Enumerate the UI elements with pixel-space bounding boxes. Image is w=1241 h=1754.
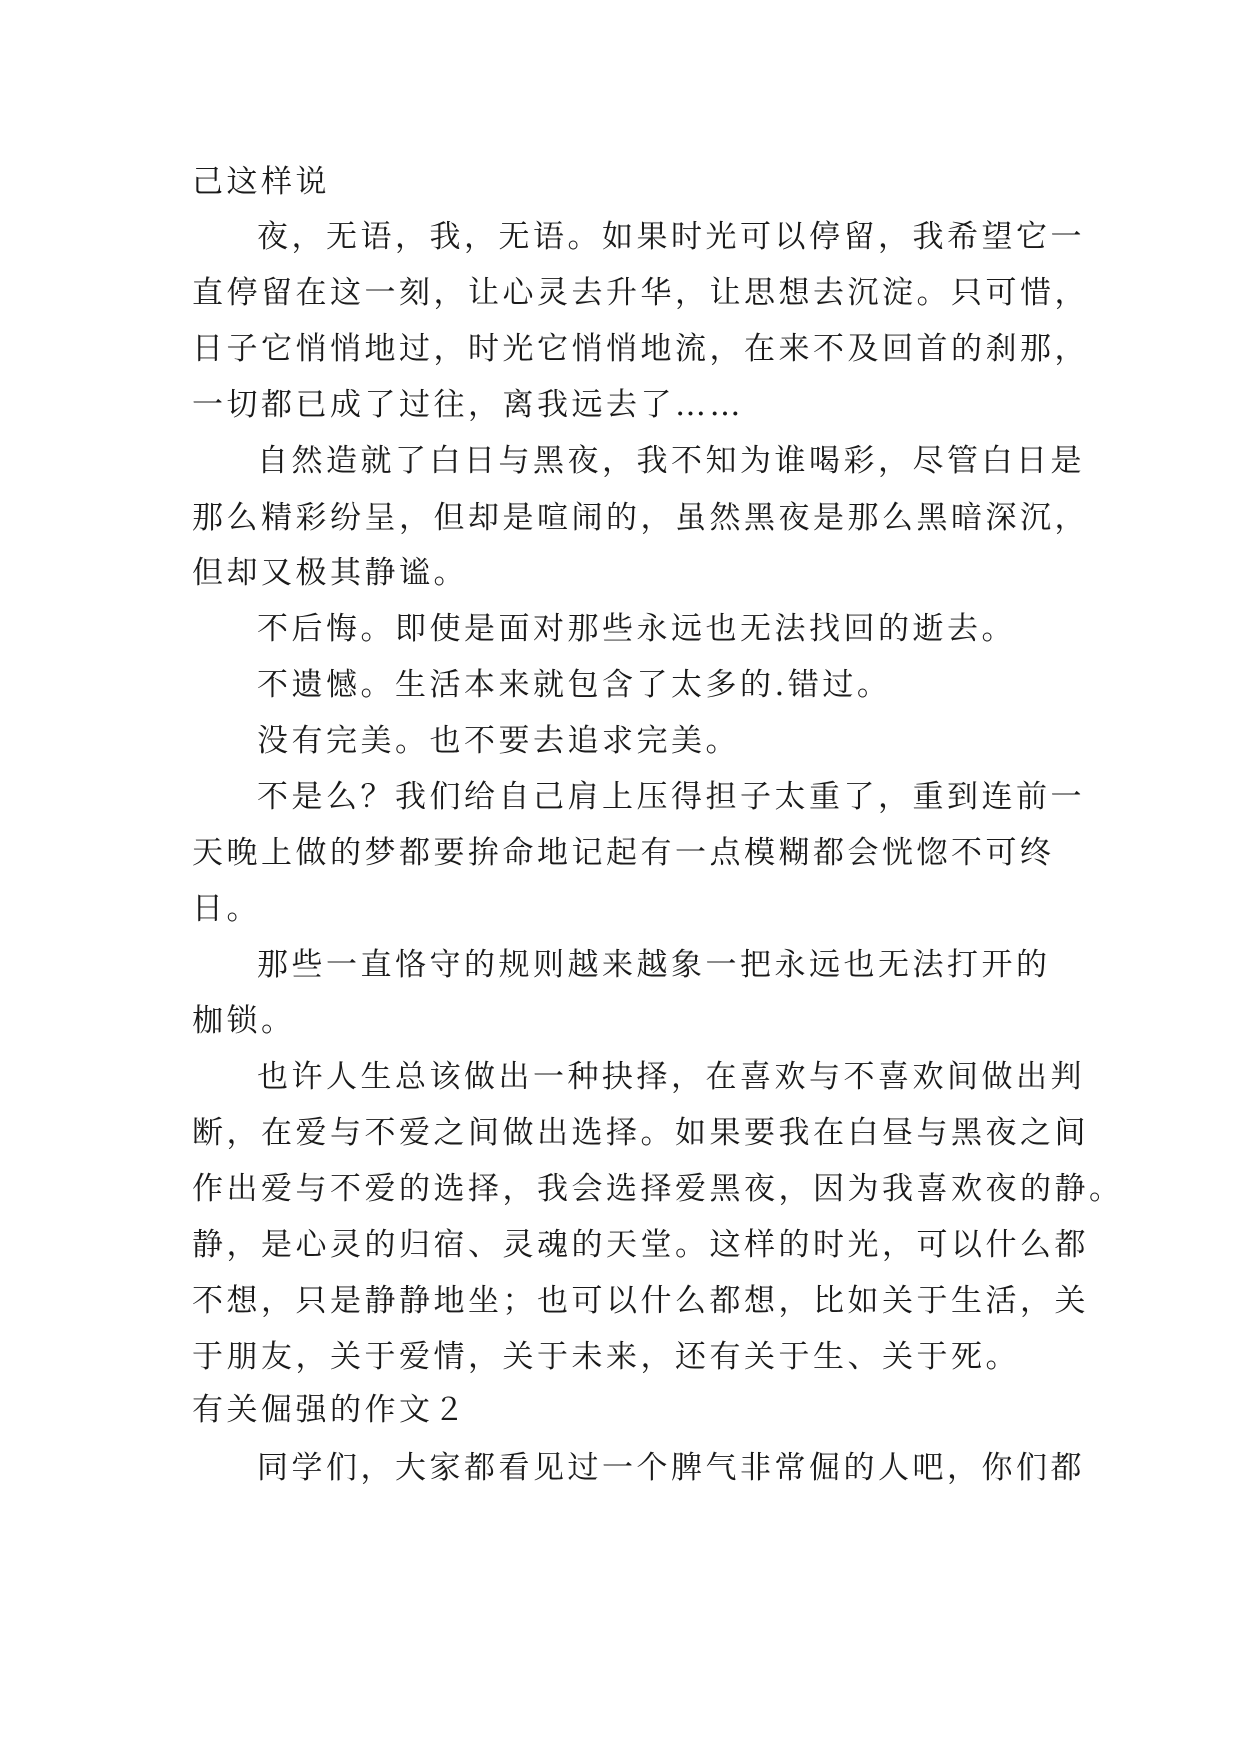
- text-line: 不是么？我们给自己肩上压得担子太重了，重到连前一: [257, 779, 1085, 815]
- text-line: 自然造就了白日与黑夜，我不知为谁喝彩，尽管白日是: [257, 443, 1085, 479]
- text-line: 没有完美。也不要去追求完美。: [257, 723, 740, 759]
- text-line: 不想，只是静静地坐；也可以什么都想，比如关于生活，关: [192, 1283, 1089, 1319]
- section-heading: 有关倔强的作文２: [192, 1392, 468, 1428]
- text-line: 那么精彩纷呈，但却是喧闹的，虽然黑夜是那么黑暗深沉，: [192, 500, 1089, 536]
- text-line: 于朋友，关于爱情，关于未来，还有关于生、关于死。: [192, 1339, 1020, 1375]
- text-line: 日子它悄悄地过，时光它悄悄地流，在来不及回首的刹那，: [192, 331, 1089, 367]
- text-line: 也许人生总该做出一种抉择，在喜欢与不喜欢间做出判: [257, 1059, 1085, 1095]
- text-line: 直停留在这一刻，让心灵去升华，让思想去沉淀。只可惜，: [192, 275, 1089, 311]
- text-line: 不遗憾。生活本来就包含了太多的.错过。: [257, 667, 892, 703]
- text-line: 不后悔。即使是面对那些永远也无法找回的逝去。: [257, 611, 1016, 647]
- text-line: 枷锁。: [192, 1003, 296, 1039]
- text-line: 作出爱与不爱的选择，我会选择爱黑夜，因为我喜欢夜的静。: [192, 1171, 1124, 1207]
- text-line: 天晚上做的梦都要拚命地记起有一点模糊都会恍惚不可终: [192, 835, 1055, 871]
- text-line: 日。: [192, 891, 261, 927]
- text-line: 那些一直恪守的规则越来越象一把永远也无法打开的: [257, 947, 1051, 983]
- text-line: 但却又极其静谧。: [192, 555, 468, 591]
- text-line: 同学们，大家都看见过一个脾气非常倔的人吧，你们都: [257, 1450, 1085, 1486]
- text-line: 断，在爱与不爱之间做出选择。如果要我在白昼与黑夜之间: [192, 1115, 1089, 1151]
- text-line: 一切都已成了过往，离我远去了……: [192, 387, 744, 423]
- text-line: 静，是心灵的归宿、灵魂的天堂。这样的时光，可以什么都: [192, 1227, 1089, 1263]
- text-line: 夜，无语，我，无语。如果时光可以停留，我希望它一: [257, 219, 1085, 255]
- text-line: 己这样说: [192, 164, 330, 200]
